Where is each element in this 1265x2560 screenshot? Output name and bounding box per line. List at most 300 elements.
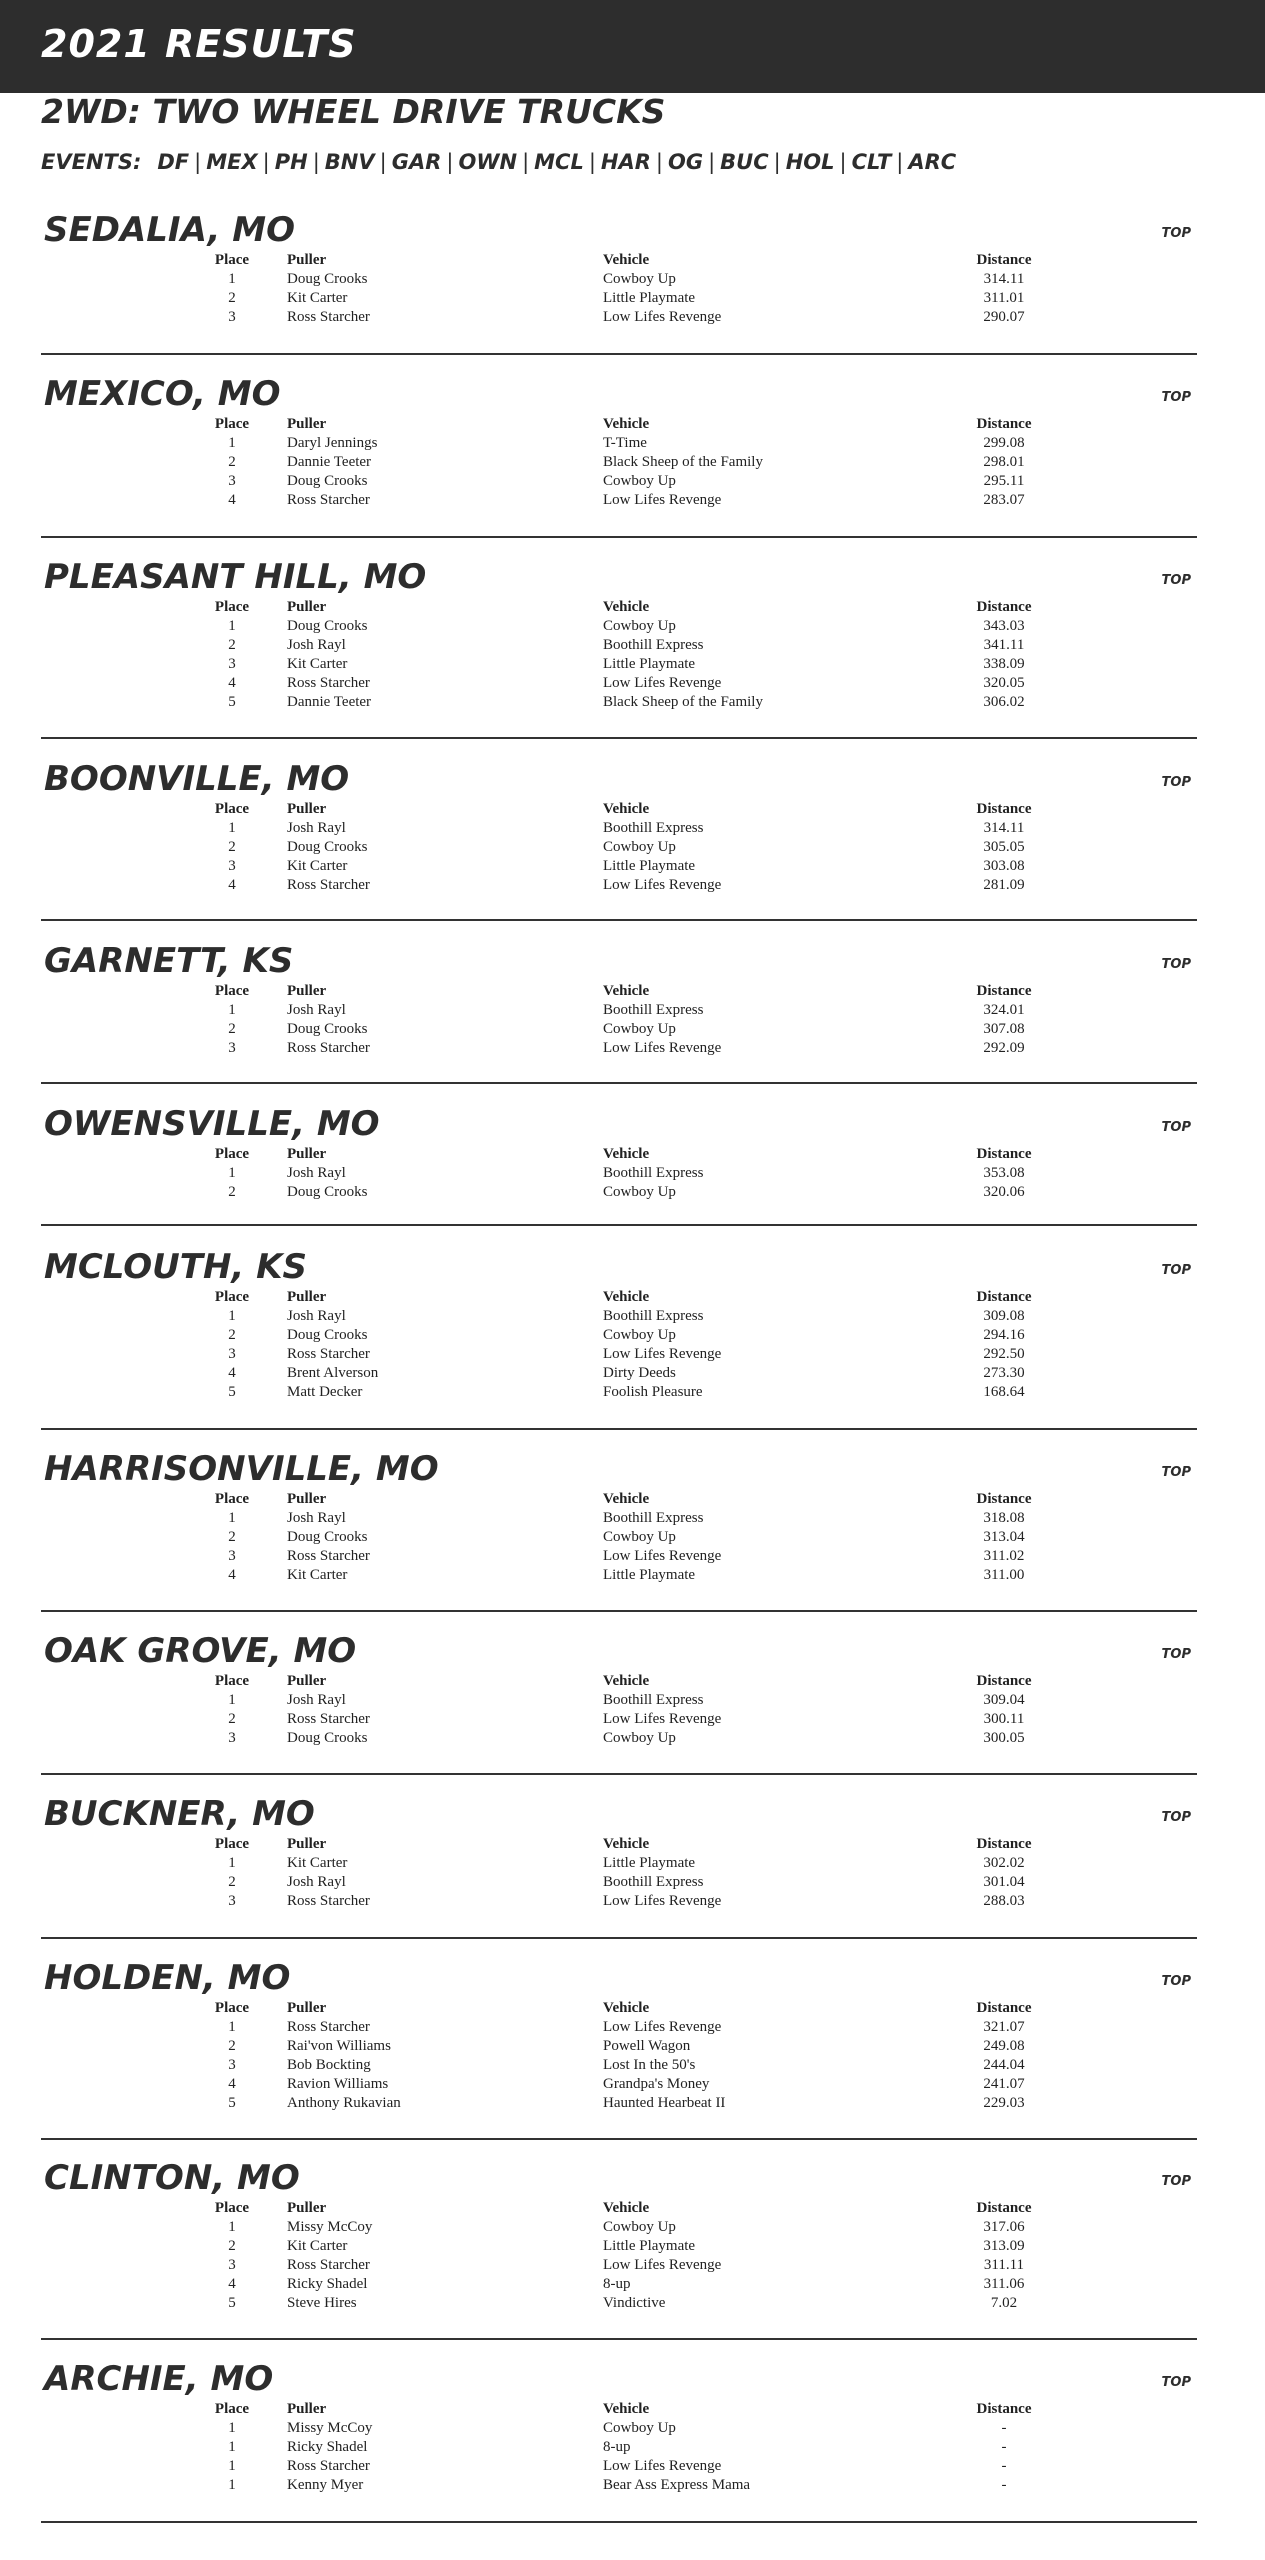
column-header-puller: Puller xyxy=(287,2000,327,2016)
event-link-own[interactable]: OWN xyxy=(458,150,518,174)
cell-place: 3 xyxy=(228,1730,236,1746)
events-nav xyxy=(41,150,956,174)
cell-distance: 320.06 xyxy=(983,1184,1025,1200)
cell-vehicle: Low Lifes Revenge xyxy=(603,1548,722,1564)
table-row xyxy=(41,1308,1141,1327)
section-heading: OWENSVILLE, MO xyxy=(44,1104,380,1144)
page-title: 2021 RESULTS xyxy=(41,22,357,66)
table-row xyxy=(41,1548,1141,1567)
cell-place: 2 xyxy=(228,839,236,855)
section-heading: HOLDEN, MO xyxy=(44,1958,291,1998)
column-header-place: Place xyxy=(214,599,250,615)
column-header-puller: Puller xyxy=(287,983,327,999)
section-heading: GARNETT, KS xyxy=(44,941,294,981)
cell-vehicle: Boothill Express xyxy=(603,1002,704,1018)
class-title: 2WD: TWO WHEEL DRIVE TRUCKS xyxy=(41,92,666,131)
back-to-top-link[interactable]: TOP xyxy=(1161,775,1191,790)
table-row xyxy=(41,2076,1141,2095)
cell-puller: Bob Bockting xyxy=(287,2057,371,2073)
cell-place: 3 xyxy=(228,473,236,489)
cell-puller: Ross Starcher xyxy=(287,1548,370,1564)
cell-puller: Kit Carter xyxy=(287,290,348,306)
cell-puller: Doug Crooks xyxy=(287,1529,368,1545)
cell-puller: Kit Carter xyxy=(287,858,348,874)
column-header-place: Place xyxy=(214,2401,250,2417)
column-header-place: Place xyxy=(214,2000,250,2016)
cell-distance: 300.05 xyxy=(983,1730,1025,1746)
section-heading: BOONVILLE, MO xyxy=(44,759,350,799)
event-link-buc[interactable]: BUC xyxy=(720,150,769,174)
event-separator: | xyxy=(379,150,387,174)
cell-vehicle: 8-up xyxy=(603,2439,631,2455)
column-header-place: Place xyxy=(214,2200,250,2216)
results-section-archie-mo xyxy=(41,2359,1197,2523)
cell-place: 2 xyxy=(228,1021,236,1037)
event-separator: | xyxy=(446,150,454,174)
back-to-top-link[interactable]: TOP xyxy=(1161,1120,1191,1135)
table-row xyxy=(41,2276,1141,2295)
section-heading: PLEASANT HILL, MO xyxy=(44,557,427,597)
back-to-top-link[interactable]: TOP xyxy=(1161,1465,1191,1480)
section-heading: CLINTON, MO xyxy=(44,2158,300,2198)
cell-distance: 294.16 xyxy=(983,1327,1025,1343)
back-to-top-link[interactable]: TOP xyxy=(1161,957,1191,972)
cell-puller: Kit Carter xyxy=(287,2238,348,2254)
table-header xyxy=(41,252,1141,271)
cell-puller: Josh Rayl xyxy=(287,1165,346,1181)
cell-vehicle: Cowboy Up xyxy=(603,618,676,634)
events-links xyxy=(157,150,956,174)
cell-distance: 353.08 xyxy=(983,1165,1025,1181)
event-link-clt[interactable]: CLT xyxy=(851,150,892,174)
back-to-top-link[interactable]: TOP xyxy=(1161,1263,1191,1278)
table-row xyxy=(41,454,1141,473)
table-header xyxy=(41,801,1141,820)
table-row xyxy=(41,1184,1141,1203)
column-header-place: Place xyxy=(214,252,250,268)
back-to-top-link[interactable]: TOP xyxy=(1161,2375,1191,2390)
cell-vehicle: Boothill Express xyxy=(603,1510,704,1526)
results-table xyxy=(41,416,1141,511)
cell-distance: 7.02 xyxy=(990,2295,1018,2311)
cell-puller: Ross Starcher xyxy=(287,2458,370,2474)
table-header xyxy=(41,2401,1141,2420)
column-header-distance: Distance xyxy=(976,252,1032,268)
cell-place: 2 xyxy=(228,1184,236,1200)
column-header-distance: Distance xyxy=(976,801,1032,817)
cell-vehicle: Little Playmate xyxy=(603,1855,696,1871)
cell-distance: 313.04 xyxy=(983,1529,1025,1545)
results-section-oak-grove-mo xyxy=(41,1631,1197,1775)
header-bar xyxy=(0,0,1265,93)
table-row xyxy=(41,2238,1141,2257)
cell-puller: Josh Rayl xyxy=(287,1002,346,1018)
cell-place: 5 xyxy=(228,2295,236,2311)
cell-place: 2 xyxy=(228,2238,236,2254)
cell-place: 2 xyxy=(228,637,236,653)
table-row xyxy=(41,1730,1141,1749)
event-link-arc[interactable]: ARC xyxy=(908,150,957,174)
cell-vehicle: Vindictive xyxy=(603,2295,666,2311)
cell-distance: 241.07 xyxy=(983,2076,1025,2092)
table-header xyxy=(41,1289,1141,1308)
cell-vehicle: Little Playmate xyxy=(603,858,696,874)
event-separator: | xyxy=(588,150,596,174)
results-table xyxy=(41,801,1141,896)
cell-place: 5 xyxy=(228,1384,236,1400)
cell-vehicle: Low Lifes Revenge xyxy=(603,877,722,893)
cell-distance: 299.08 xyxy=(983,435,1025,451)
cell-vehicle: Little Playmate xyxy=(603,1567,696,1583)
cell-place: 3 xyxy=(228,1040,236,1056)
table-row xyxy=(41,290,1141,309)
cell-puller: Ross Starcher xyxy=(287,1711,370,1727)
table-row xyxy=(41,858,1141,877)
column-header-puller: Puller xyxy=(287,416,327,432)
cell-puller: Josh Rayl xyxy=(287,1510,346,1526)
cell-vehicle: Cowboy Up xyxy=(603,1021,676,1037)
back-to-top-link[interactable]: TOP xyxy=(1161,1647,1191,1662)
table-row xyxy=(41,1529,1141,1548)
cell-vehicle: Low Lifes Revenge xyxy=(603,309,722,325)
table-row xyxy=(41,1384,1141,1403)
cell-distance: 309.04 xyxy=(983,1692,1025,1708)
results-table xyxy=(41,252,1141,328)
cell-vehicle: Lost In the 50's xyxy=(603,2057,696,2073)
cell-distance: 229.03 xyxy=(983,2095,1025,2111)
section-heading: MCLOUTH, KS xyxy=(44,1247,307,1287)
event-separator: | xyxy=(839,150,847,174)
cell-puller: Ross Starcher xyxy=(287,309,370,325)
event-link-ph[interactable]: PH xyxy=(274,150,308,174)
column-header-place: Place xyxy=(214,1673,250,1689)
cell-place: 1 xyxy=(228,1165,236,1181)
cell-place: 4 xyxy=(228,1567,236,1583)
cell-vehicle: Boothill Express xyxy=(603,637,704,653)
results-table xyxy=(41,1673,1141,1749)
cell-distance: 281.09 xyxy=(983,877,1025,893)
cell-puller: Dannie Teeter xyxy=(287,454,372,470)
cell-distance: 314.11 xyxy=(983,820,1025,836)
cell-vehicle: Black Sheep of the Family xyxy=(603,454,763,470)
cell-puller: Ross Starcher xyxy=(287,1040,370,1056)
column-header-place: Place xyxy=(214,1146,250,1162)
cell-puller: Doug Crooks xyxy=(287,1730,368,1746)
cell-distance: 343.03 xyxy=(983,618,1025,634)
cell-puller: Steve Hires xyxy=(287,2295,357,2311)
cell-distance: 338.09 xyxy=(983,656,1025,672)
event-separator: | xyxy=(896,150,904,174)
cell-distance: 244.04 xyxy=(983,2057,1025,2073)
back-to-top-link[interactable]: TOP xyxy=(1161,1974,1191,1989)
table-header xyxy=(41,416,1141,435)
event-link-og[interactable]: OG xyxy=(668,150,704,174)
cell-vehicle: Low Lifes Revenge xyxy=(603,675,722,691)
cell-distance: 301.04 xyxy=(983,1874,1025,1890)
results-table xyxy=(41,2200,1141,2314)
results-section-holden-mo xyxy=(41,1958,1197,2140)
cell-place: 3 xyxy=(228,656,236,672)
column-header-place: Place xyxy=(214,983,250,999)
cell-place: 3 xyxy=(228,2257,236,2273)
cell-vehicle: Cowboy Up xyxy=(603,2420,676,2436)
event-separator: | xyxy=(194,150,202,174)
cell-distance: 288.03 xyxy=(983,1893,1025,1909)
column-header-puller: Puller xyxy=(287,252,327,268)
table-row xyxy=(41,492,1141,511)
cell-vehicle: Grandpa's Money xyxy=(603,2076,710,2092)
table-header xyxy=(41,599,1141,618)
event-link-gar[interactable]: GAR xyxy=(391,150,442,174)
cell-vehicle: Low Lifes Revenge xyxy=(603,1346,722,1362)
table-row xyxy=(41,1692,1141,1711)
results-table xyxy=(41,1146,1141,1203)
events-label: EVENTS: xyxy=(41,150,142,174)
back-to-top-link[interactable]: TOP xyxy=(1161,226,1191,241)
cell-distance: 306.02 xyxy=(983,694,1025,710)
column-header-distance: Distance xyxy=(976,599,1032,615)
cell-puller: Josh Rayl xyxy=(287,637,346,653)
cell-place: 4 xyxy=(228,1365,236,1381)
table-header xyxy=(41,2000,1141,2019)
table-row xyxy=(41,2295,1141,2314)
cell-place: 2 xyxy=(228,454,236,470)
column-header-puller: Puller xyxy=(287,1836,327,1852)
cell-place: 2 xyxy=(228,1874,236,1890)
event-separator: | xyxy=(262,150,270,174)
table-row xyxy=(41,1165,1141,1184)
event-link-hol[interactable]: HOL xyxy=(785,150,835,174)
column-header-puller: Puller xyxy=(287,599,327,615)
cell-vehicle: Low Lifes Revenge xyxy=(603,2458,722,2474)
table-row xyxy=(41,1365,1141,1384)
table-row xyxy=(41,2019,1141,2038)
column-header-puller: Puller xyxy=(287,1146,327,1162)
cell-distance: - xyxy=(1001,2439,1007,2455)
table-row xyxy=(41,1327,1141,1346)
cell-puller: Doug Crooks xyxy=(287,473,368,489)
table-row xyxy=(41,1874,1141,1893)
event-link-bnv[interactable]: BNV xyxy=(324,150,375,174)
results-section-mclouth-ks xyxy=(41,1247,1197,1430)
cell-distance: 311.01 xyxy=(983,290,1025,306)
event-link-mcl[interactable]: MCL xyxy=(534,150,584,174)
cell-vehicle: Cowboy Up xyxy=(603,1327,676,1343)
cell-distance: 341.11 xyxy=(983,637,1025,653)
cell-distance: 321.07 xyxy=(983,2019,1025,2035)
cell-vehicle: T-Time xyxy=(603,435,647,451)
cell-distance: 324.01 xyxy=(983,1002,1025,1018)
cell-place: 1 xyxy=(228,2019,236,2035)
cell-place: 1 xyxy=(228,1308,236,1324)
results-section-garnett-ks xyxy=(41,941,1197,1084)
back-to-top-link[interactable]: TOP xyxy=(1161,2174,1191,2189)
cell-place: 1 xyxy=(228,1002,236,1018)
results-section-owensville-mo xyxy=(41,1104,1197,1226)
table-row xyxy=(41,2420,1141,2439)
cell-distance: 292.09 xyxy=(983,1040,1025,1056)
cell-puller: Doug Crooks xyxy=(287,1327,368,1343)
cell-place: 3 xyxy=(228,1548,236,1564)
cell-distance: 292.50 xyxy=(983,1346,1025,1362)
results-table xyxy=(41,1491,1141,1586)
table-row xyxy=(41,271,1141,290)
results-section-pleasant-hill-mo xyxy=(41,557,1197,739)
cell-distance: 302.02 xyxy=(983,1855,1025,1871)
cell-place: 3 xyxy=(228,858,236,874)
results-section-sedalia-mo xyxy=(41,210,1197,355)
cell-vehicle: Cowboy Up xyxy=(603,1529,676,1545)
cell-vehicle: Bear Ass Express Mama xyxy=(603,2477,751,2493)
cell-puller: Rai'von Williams xyxy=(287,2038,391,2054)
cell-puller: Doug Crooks xyxy=(287,618,368,634)
column-header-vehicle: Vehicle xyxy=(603,599,650,615)
section-heading: MEXICO, MO xyxy=(44,374,281,414)
results-section-boonville-mo xyxy=(41,759,1197,921)
cell-puller: Ross Starcher xyxy=(287,1346,370,1362)
cell-distance: 305.05 xyxy=(983,839,1025,855)
column-header-vehicle: Vehicle xyxy=(603,252,650,268)
cell-place: 5 xyxy=(228,2095,236,2111)
column-header-distance: Distance xyxy=(976,416,1032,432)
cell-puller: Ravion Williams xyxy=(287,2076,389,2092)
cell-place: 1 xyxy=(228,2219,236,2235)
event-link-har[interactable]: HAR xyxy=(600,150,651,174)
cell-puller: Ross Starcher xyxy=(287,1893,370,1909)
cell-vehicle: Cowboy Up xyxy=(603,473,676,489)
table-row xyxy=(41,2257,1141,2276)
table-row xyxy=(41,2439,1141,2458)
cell-puller: Daryl Jennings xyxy=(287,435,378,451)
table-row xyxy=(41,675,1141,694)
cell-vehicle: Cowboy Up xyxy=(603,1730,676,1746)
table-row xyxy=(41,656,1141,675)
column-header-puller: Puller xyxy=(287,1289,327,1305)
cell-puller: Ross Starcher xyxy=(287,2019,370,2035)
column-header-vehicle: Vehicle xyxy=(603,416,650,432)
cell-place: 1 xyxy=(228,1510,236,1526)
cell-distance: - xyxy=(1001,2458,1007,2474)
section-heading: ARCHIE, MO xyxy=(44,2359,274,2399)
results-table xyxy=(41,1289,1141,1403)
cell-place: 4 xyxy=(228,675,236,691)
cell-place: 1 xyxy=(228,1855,236,1871)
column-header-vehicle: Vehicle xyxy=(603,1673,650,1689)
event-separator: | xyxy=(312,150,320,174)
cell-place: 4 xyxy=(228,492,236,508)
cell-vehicle: Black Sheep of the Family xyxy=(603,694,763,710)
column-header-vehicle: Vehicle xyxy=(603,1491,650,1507)
cell-puller: Josh Rayl xyxy=(287,1308,346,1324)
cell-distance: 307.08 xyxy=(983,1021,1025,1037)
table-row xyxy=(41,1021,1141,1040)
back-to-top-link[interactable]: TOP xyxy=(1161,1810,1191,1825)
cell-vehicle: Boothill Express xyxy=(603,1308,704,1324)
cell-distance: 300.11 xyxy=(983,1711,1025,1727)
cell-puller: Doug Crooks xyxy=(287,1021,368,1037)
cell-vehicle: Cowboy Up xyxy=(603,1184,676,1200)
column-header-puller: Puller xyxy=(287,1673,327,1689)
table-row xyxy=(41,2095,1141,2114)
results-section-clinton-mo xyxy=(41,2158,1197,2340)
cell-vehicle: Little Playmate xyxy=(603,656,696,672)
cell-place: 3 xyxy=(228,309,236,325)
cell-vehicle: Little Playmate xyxy=(603,290,696,306)
column-header-place: Place xyxy=(214,1836,250,1852)
cell-puller: Matt Decker xyxy=(287,1384,363,1400)
cell-puller: Josh Rayl xyxy=(287,1692,346,1708)
event-link-mex[interactable]: MEX xyxy=(206,150,258,174)
cell-distance: 309.08 xyxy=(983,1308,1025,1324)
table-header xyxy=(41,1673,1141,1692)
cell-puller: Doug Crooks xyxy=(287,271,368,287)
table-row xyxy=(41,1893,1141,1912)
cell-place: 2 xyxy=(228,1711,236,1727)
cell-vehicle: Low Lifes Revenge xyxy=(603,2257,722,2273)
results-table xyxy=(41,983,1141,1059)
cell-vehicle: Cowboy Up xyxy=(603,271,676,287)
cell-puller: Ross Starcher xyxy=(287,877,370,893)
cell-vehicle: Little Playmate xyxy=(603,2238,696,2254)
cell-vehicle: Boothill Express xyxy=(603,1692,704,1708)
results-table xyxy=(41,2401,1141,2496)
section-heading: SEDALIA, MO xyxy=(44,210,295,250)
back-to-top-link[interactable]: TOP xyxy=(1161,573,1191,588)
table-row xyxy=(41,1510,1141,1529)
column-header-distance: Distance xyxy=(976,983,1032,999)
cell-distance: 318.08 xyxy=(983,1510,1025,1526)
column-header-distance: Distance xyxy=(976,1836,1032,1852)
cell-puller: Josh Rayl xyxy=(287,1874,346,1890)
table-row xyxy=(41,2477,1141,2496)
cell-place: 1 xyxy=(228,618,236,634)
cell-distance: 295.11 xyxy=(983,473,1025,489)
cell-place: 4 xyxy=(228,2276,236,2292)
cell-place: 3 xyxy=(228,1346,236,1362)
event-separator: | xyxy=(522,150,530,174)
table-row xyxy=(41,1002,1141,1021)
results-table xyxy=(41,599,1141,713)
cell-vehicle: Boothill Express xyxy=(603,820,704,836)
cell-puller: Ross Starcher xyxy=(287,492,370,508)
cell-vehicle: Foolish Pleasure xyxy=(603,1384,703,1400)
cell-distance: 320.05 xyxy=(983,675,1025,691)
cell-puller: Doug Crooks xyxy=(287,839,368,855)
table-row xyxy=(41,2038,1141,2057)
cell-distance: 168.64 xyxy=(983,1384,1025,1400)
column-header-distance: Distance xyxy=(976,2000,1032,2016)
event-link-df[interactable]: DF xyxy=(157,150,190,174)
cell-place: 2 xyxy=(228,1529,236,1545)
section-heading: HARRISONVILLE, MO xyxy=(44,1449,439,1489)
cell-puller: Ricky Shadel xyxy=(287,2439,368,2455)
cell-distance: 311.00 xyxy=(983,1567,1025,1583)
cell-place: 1 xyxy=(228,820,236,836)
cell-puller: Ross Starcher xyxy=(287,2257,370,2273)
cell-distance: 249.08 xyxy=(983,2038,1025,2054)
column-header-place: Place xyxy=(214,1491,250,1507)
table-row xyxy=(41,1040,1141,1059)
table-header xyxy=(41,1836,1141,1855)
column-header-vehicle: Vehicle xyxy=(603,2401,650,2417)
column-header-puller: Puller xyxy=(287,801,327,817)
cell-place: 2 xyxy=(228,290,236,306)
cell-puller: Missy McCoy xyxy=(287,2219,373,2235)
section-heading: OAK GROVE, MO xyxy=(44,1631,357,1671)
cell-distance: 314.11 xyxy=(983,271,1025,287)
table-row xyxy=(41,1567,1141,1586)
back-to-top-link[interactable]: TOP xyxy=(1161,390,1191,405)
